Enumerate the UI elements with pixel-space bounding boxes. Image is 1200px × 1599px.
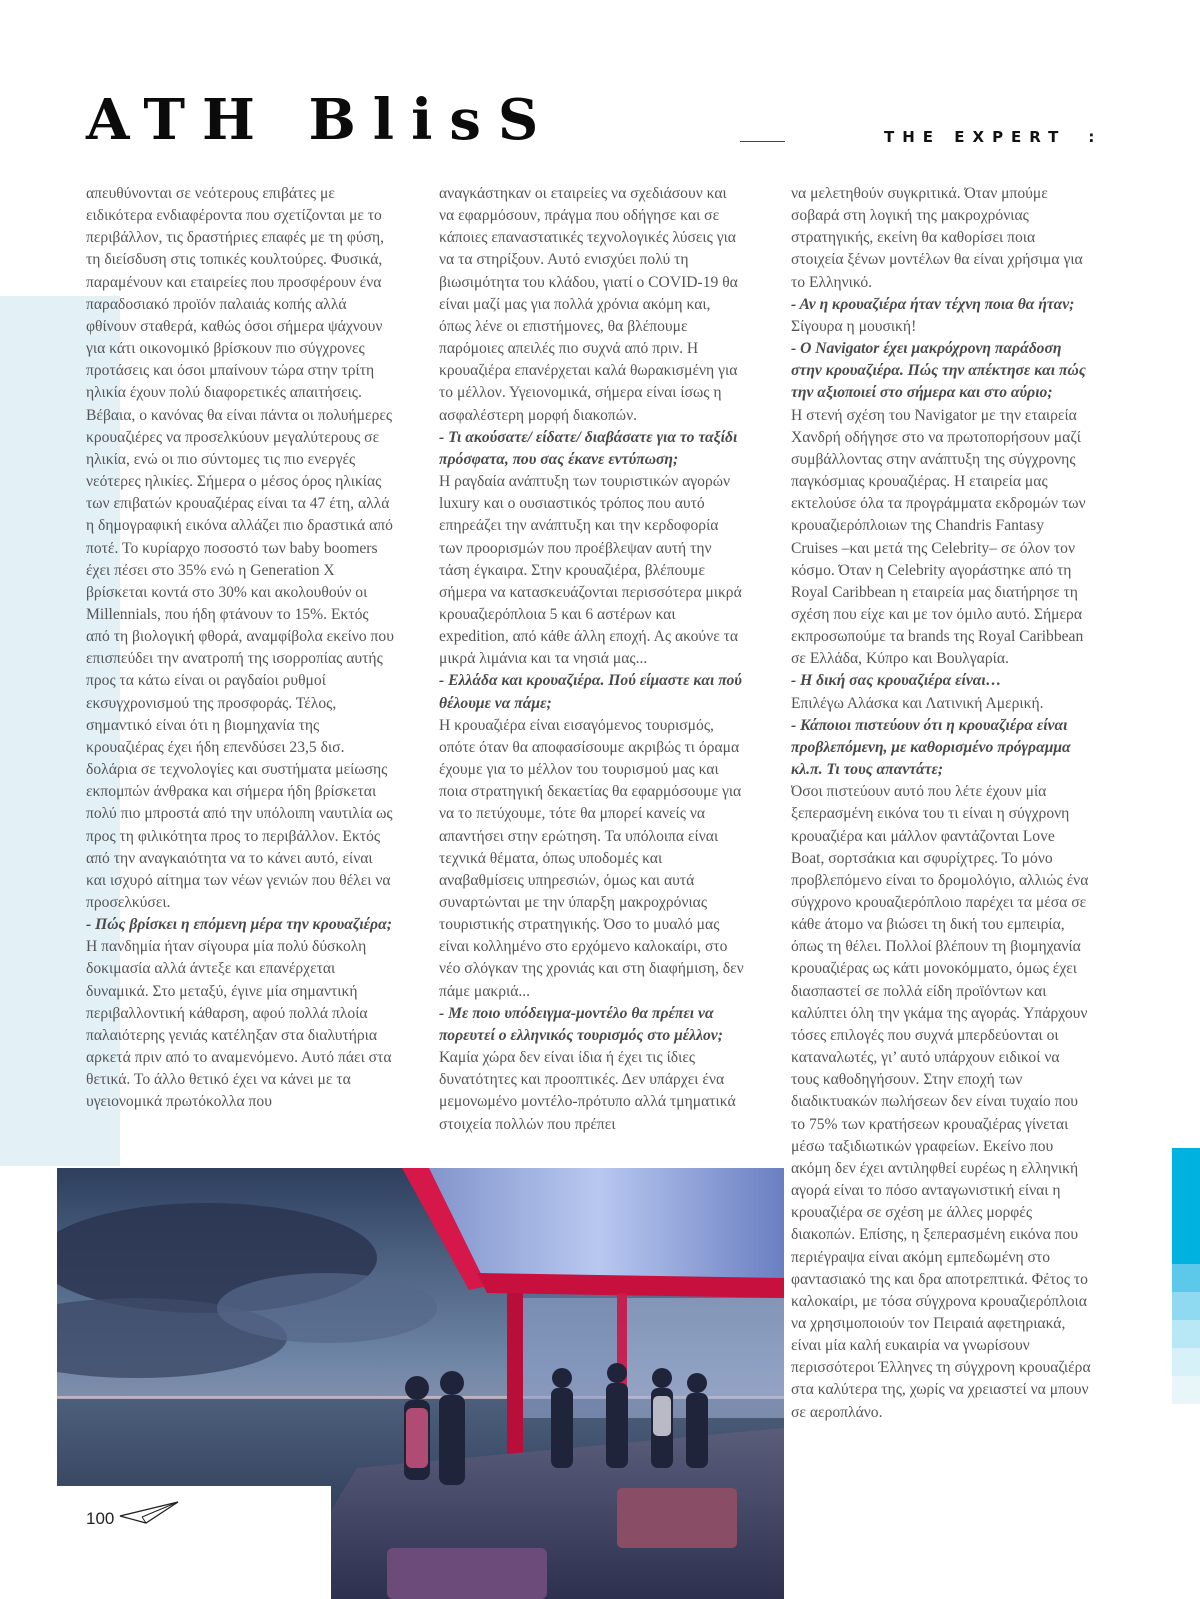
paragraph: Καμία χώρα δεν είναι ίδια ή έχει τις ίδιες δυνατότητες και προοπτικές. Δεν υπάρχει ένα μεμονωμένο μοντέλο-πρότυπο αλλά τμηματικά στοιχεία πολλών που πρέπει	[439, 1049, 736, 1133]
paragraph: αναγκάστηκαν οι εταιρείες να σχεδιάσουν και να εφαρμόσουν, πράγμα που οδήγησε και σε κάποιες επαναστατικές τεχνολογικές λύσεις για να τα στηρίξουν. Αυτό ενισχύει πολύ τη βιωσιμότητα του κλάδου, γιατί ο COVID-19 θα είναι μαζί μας για πολλά χρόνια ακόμη και, όπως λένε οι επιστήμονες, θα βλέπουμε παρόμοιες απειλές πιο συχνά από πριν. Η κρουαζιέρα επανέρχεται καλά θωρακισμένη για το μέλλον. Υγειονομικά, σήμερα είναι ίσως η ασφαλέστερη μορφή διακοπών.	[439, 185, 738, 424]
paper-plane-icon	[118, 1500, 180, 1526]
paragraph: Σίγουρα η μουσική!	[791, 317, 917, 335]
color-swatch-2	[1172, 1264, 1200, 1292]
interview-question: - Με ποιο υπόδειγμα-μοντέλο θα πρέπει να πορευτεί ο ελληνικός τουρισμός στο μέλλον;	[439, 1004, 723, 1044]
color-swatch-6	[1172, 1376, 1200, 1404]
interview-question: - Ο Navigator έχει μακρόχρονη παράδοση στην κρουαζιέρα. Πώς την απέκτησε και πώς την αξιοποιεί στο σήμερα και στο αύριο;	[791, 340, 1086, 402]
brand-title: ATH BlisS	[86, 87, 556, 153]
section-label	[884, 128, 1102, 146]
interview-question: - Πώς βρίσκει η επόμενη μέρα την κρουαζιέρα;	[86, 916, 392, 934]
article-column-3	[791, 183, 1091, 1483]
paragraph: Η πανδημία ήταν σίγουρα μία πολύ δύσκολη δοκιμασία αλλά άντεξε και επανέρχεται δυναμικά. Στο μεταξύ, έγινε μία σημαντική περιβαλλοντική κάθαρση, αφού πολλά πλοία παλαιότερης γενιάς κατέληξαν στα διαλυτήρια αρκετά πριν από το αναμενόμενο. Αυτό πάει στα θετικά. Το άλλο θετικό έχει να κάνει με τα υγειονομικά πρωτόκολλα που	[86, 938, 392, 1111]
paragraph: απευθύνονται σε νεότερους επιβάτες με ειδικότερα ενδιαφέροντα που σχετίζονται με το περιβάλλον, τις δραστήριες επαφές με τη φύση, τη διείσδυση στις τοπικές κουλτούρες. Φυσικά, παραμένουν και εταιρείες που προσφέρουν ένα παραδοσιακό προϊόν παλαιάς κοπής αλλά φθίνουν σταθερά, καθώς όσοι σήμερα ψάχνουν για κάτι οικονομικό βρίσκουν πιο σύγχρονες προτάσεις και όσοι μπαίνουν τώρα στην τρίτη ηλικία έχουν πολύ διαφορετικές απαιτήσεις. Βέβαια, ο κανόνας θα είναι πάντα οι πολυήμερες κρουαζιέρες να προσελκύουν μεγαλύτερους σε ηλικία, ενώ οι πιο σύντομες τις πιο ενεργές νεότερες ηλικίες. Σήμερα ο μέσος όρος ηλικίας των επιβατών κρουαζιέρας είναι τα 47 έτη, αλλά η δημογραφική εικόνα αλλάζει πιο δραστικά από ποτέ. Το κυρίαρχο ποσοστό των baby boomers έχει πέσει στο 35% ενώ η Generation X βρίσκεται κοντά στο 30% και ακολουθούν οι Millennials, που ήδη φτάνουν το 15%. Εκτός από τη βιολογική φθορά, αναμφίβολα εκείνο που επισπεύδει την ανατροπή της ισορροπίας αυτής προς τα κάτω είναι οι ραγδαίοι ρυθμοί εκσυγχρονισμού της προσφοράς. Τέλος, σημαντικό είναι ότι η βιομηχανία της κρουαζιέρας έχει ήδη επενδύσει 23,5 δισ. δολάρια σε τεχνολογίες και συστήματα μείωσης εκπομπών άνθρακα και σήμερα ήδη βρίσκεται πολύ πιο μπροστά από την υπόλοιπη ναυτιλία ως προς τη φιλικότητα προς το περιβάλλον. Εκτός από την αναγκαιότητα να το κάνει αυτό, είναι και ισχυρό αίτημα των νέων γενιών που θέλει να προσελκύσει.	[86, 185, 394, 911]
interview-question: - Η δική σας κρουαζιέρα είναι…	[791, 672, 1002, 690]
color-swatch-3	[1172, 1292, 1200, 1320]
page-number: 100	[86, 1509, 115, 1528]
color-swatch-1	[1172, 1148, 1200, 1264]
paragraph: Η κρουαζιέρα είναι εισαγόμενος τουρισμός, οπότε όταν θα αποφασίσουμε ακριβώς τι όραμα έχουμε για το μέλλον του τουρισμού μας και ποια στρατηγική δεκαετίας θα εφαρμόσουμε για να το πετύχουμε, τότε θα μπορεί κανείς να απαντήσει στην ερώτηση. Τα υπόλοιπα είναι τεχνικά θέματα, όπως υποδομές και αναβαθμίσεις υπηρεσιών, όμως και αυτά συναρτώνται με την ύπαρξη μακροχρόνιας τουριστικής στρατηγικής. Όσο το μυαλό μας είναι κολλημένο στο ερχόμενο καλοκαίρι, στο νέο σλόγκαν της χρονιάς και στη διαφήμιση, δεν πάμε μακριά...	[439, 716, 744, 1000]
interview-question: - Κάποιοι πιστεύουν ότι η κρουαζιέρα είναι προβλεπόμενη, με καθορισμένο πρόγραμμα κλ.π. Τι τους απαντάτε;	[791, 716, 1071, 779]
article-column-1	[86, 183, 394, 1158]
interview-question: - Τι ακούσατε/ είδατε/ διαβάσατε για το ταξίδι πρόσφατα, που σας έκανε εντύπωση;	[439, 428, 738, 468]
paragraph: να μελετηθούν συγκριτικά. Όταν μπούμε σοβαρά στη λογική της μακροχρόνιας στρατηγικής, εκείνη θα καθορίσει ποια στοιχεία ξένων μοντέλων θα είναι χρήσιμα για το Ελληνικό.	[791, 185, 1083, 291]
article-column-2	[439, 183, 745, 1158]
color-swatch-5	[1172, 1348, 1200, 1376]
paragraph: Η στενή σχέση του Navigator με την εταιρεία Χανδρή οδήγησε στο να πρωτοπορήσουν μαζί συμβάλλοντας στην ανάπτυξη της σύγχρονης παγκόσμιας κρουαζιέρας. Η εταιρεία μας εκτελούσε όλα τα προγράμματα εκδρομών των κρουαζιερόπλοιων της Chandris Fantasy Cruises –και μετά της Celebrity– σε όλον τον κόσμο. Όταν η Celebrity αγοράστηκε από τη Royal Caribbean η εταιρεία μας διατήρησε τη σχέση που είχε και με τον όμιλο αυτό. Σήμερα εκπροσωπούμε τα brands της Royal Caribbean σε Ελλάδα, Κύπρο και Βουλγαρία.	[791, 406, 1086, 668]
paragraph: Η ραγδαία ανάπτυξη των τουριστικών αγορών luxury και ο ουσιαστικός τρόπος που αυτό επηρεάζει την ανάπτυξη και την κερδοφορία των προορισμών που προέβλεψαν αυτή την τάση έγκαιρα. Στην κρουαζιέρα, βλέπουμε σήμερα να κατασκευάζονται περισσότερα μικρά κρουαζιερόπλοια 5 και 6 αστέρων και expedition, από κάθε άλλη εποχή. Ας ακούνε τα μικρά λιμάνια και τα νησιά μας...	[439, 473, 742, 668]
paragraph: Όσοι πιστεύουν αυτό που λέτε έχουν μία ξεπερασμένη εικόνα του τι είναι η σύγχρονη κρουαζιέρα και μάλλον φαντάζονται Love Boat, σορτσάκια και σφυρίχτρες. Το μόνο προβλεπόμενο είναι το δρομολόγιο, αλλιώς ένα σύγχρονο κρουαζιερόπλοιο παρέχει τα μέσα σε κάθε άτομο να βιώσει τη δική του εμπειρία, όπως τη θέλει. Πολλοί βλέπουν τη βιομηχανία κρουαζιέρας ως κάτι μονοκόμματο, όμως έχει διασπαστεί σε πολλά είδη προϊόντων και καλύπτει όλη την γκάμα της αγοράς. Υπάρχουν τόσες επιλογές που συχνά μπερδεύονται οι καταναλωτές, γι’ αυτό υπάρχουν ειδικοί να τους καθοδηγήσουν. Στην εποχή των διαδικτυακών πωλήσεων δεν είναι τυχαίο που το 75% των κρατήσεων κρουαζιέρας γίνεται μέσω ταξιδιωτικών γραφείων. Εκείνο που ακόμη δεν έχει αντιληφθεί ευρέως η ελληνική αγορά είναι το πόσο ανταγωνιστική είναι η κρουαζιέρα σε σχέση με άλλες μορφές διακοπών. Επίσης, η ξεπερασμένη εικόνα που περιέγραψα είναι ακόμη εμπεδωμένη στο φαντασιακό της και δρα αποτρεπτικά. Φέτος το καλοκαίρι, με τόσα σύγχρονα κρουαζιερόπλοια να χρησιμοποιούν τον Πειραιά αφετηριακά, είναι μία καλή ευκαιρία να γνωρίσουν περισσότεροι Έλληνες τη σύγχρονη κρουαζιέρα στα καλύτερα της, χωρίς να χρειαστεί να μπουν σε αεροπλάνο.	[791, 783, 1091, 1421]
interview-question: - Αν η κρουαζιέρα ήταν τέχνη ποια θα ήταν;	[791, 295, 1075, 313]
header-rule	[740, 141, 785, 142]
paragraph: Επιλέγω Αλάσκα και Λατινική Αμερική.	[791, 694, 1044, 712]
interview-question: - Ελλάδα και κρουαζιέρα. Πού είμαστε και πού θέλουμε να πάμε;	[439, 672, 742, 712]
color-swatch-4	[1172, 1320, 1200, 1348]
section-colon: :	[1088, 128, 1103, 146]
section-title: THE EXPERT	[884, 128, 1067, 146]
